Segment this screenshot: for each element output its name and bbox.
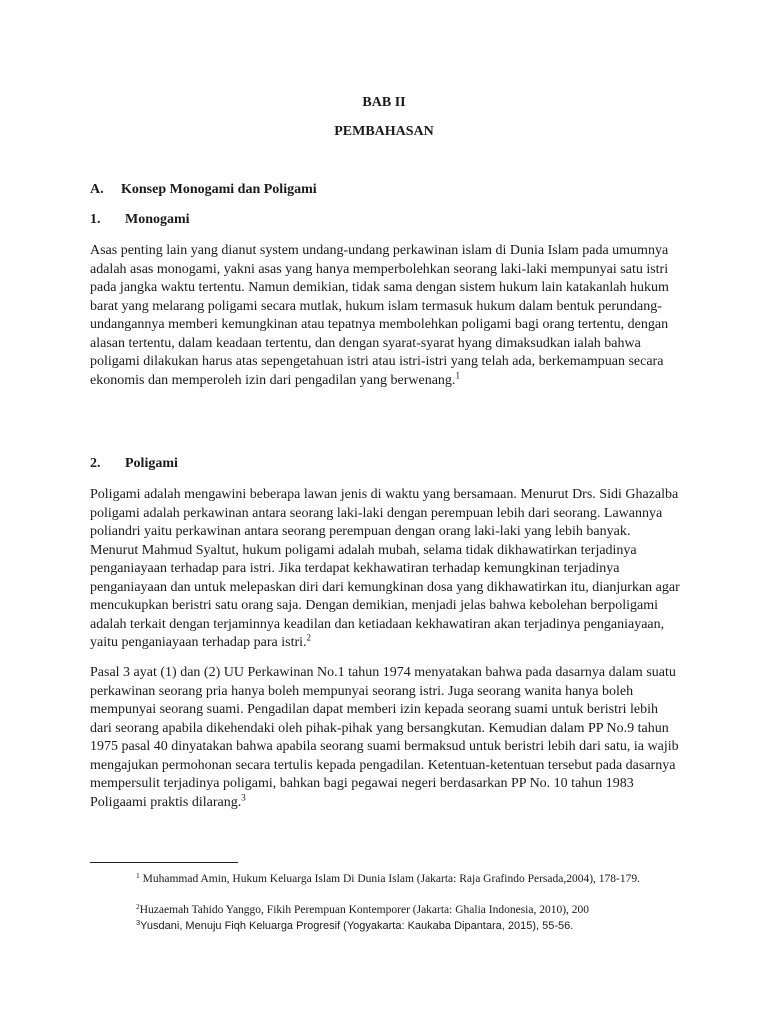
subsection-2-marker: 2. — [90, 456, 101, 471]
chapter-title: PEMBAHASAN — [334, 124, 434, 139]
poligami-text-1: Poligami adalah mengawini beberapa lawan jenis di waktu yang bersamaan. Menurut Drs. Sidi Ghazalba poligami adalah perkawinan antara seorang laki-laki dengan perempuan lebih dari seorang. Lawannya poliandri yaitu perkawinan antara seorang perempuan dengan orang laki-laki yang lebih banyak. Menurut Mahmud Syaltut, hukum poligami adalah mubah, selama tidak dikhawatirkan terjadinya penganiayaan terhadap para istri. Jika terdapat kekhawatiran terhadap kemungkinan terjadinya penganiayaan dan untuk melepaskan diri dari kemungkinan dosa yang dikhawatirkan itu, dianjurkan agar mencukupkan beristri satu orang saja. Dengan demikian, menjadi jelas bahwa kebolehan berpoligami adalah terkait dengan terjaminnya keadilan dan ketiadaan kekhawatiran akan terjadinya penganiayaan, yaitu penganiayaan terhadap para istri. — [90, 487, 680, 650]
monogami-text: Asas penting lain yang dianut system undang-undang perkawinan islam di Dunia Islam pada umumnya adalah asas monogami, yakni asas yang hanya memperbolehkan seorang laki-laki mempunyai satu istri pada jangka waktu tertentu. Namun demikian, tidak sama dengan sistem hukum lain katakanlah hukum barat yang melarang poligami secara mutlak, hukum islam termasuk hukum dalam bentuk perundang-undangannya memberi kemungkinan atau tepatnya membolehkan poligami bagi orang tertentu, dengan alasan tertentu, dalam keadaan tertentu, dan dengan syarat-syarat hyang dimaksudkan ialah bahwa poligami dilakukan harus atas sepengetahuan istri atau istri-istri yang telah ada, berkemampuan secara ekonomis dan memperoleh izin dari pengadilan yang berwenang. — [90, 243, 669, 388]
footnote-2-text: Huzaemah Tahido Yanggo, Fikih Perempuan Kontemporer (Jakarta: Ghalia Indonesia, 2010), 200 — [139, 904, 590, 916]
poligami-paragraph-2 — [90, 664, 680, 812]
footnote-1-number: 1 — [136, 871, 140, 880]
section-a-title: Konsep Monogami dan Poligami — [121, 182, 317, 197]
footnote-ref-3: 3 — [241, 791, 246, 802]
poligami-text-2: Pasal 3 ayat (1) dan (2) UU Perkawinan No.1 tahun 1974 menyatakan bahwa pada dasarnya dalam suatu perkawinan seorang pria hanya boleh mempunyai seorang istri. Juga seorang wanita hanya boleh mempunyai seorang suami. Pengadilan dapat memberi izin kepada seorang suami untuk beristri lebih dari seorang apabila dikehendaki oleh pihak-pihak yang bersangkutan. Kemudian dalam PP No.9 tahun 1975 pasal 40 dinyatakan bahwa apabila seorang suami bermaksud untuk beristri lebih dari satu, ia wajib mengajukan permohonan secara tertulis kepada pengadilan. Ketentuan-ketentuan tersebut pada dasarnya mempersulit terjadinya poligami, bahkan bagi pegawai negeri berdasarkan PP No. 10 tahun 1983 Poligaami praktis dilarang. — [90, 665, 679, 810]
footnote-ref-1: 1 — [455, 369, 460, 380]
footnote-ref-2: 2 — [306, 632, 312, 643]
subsection-1-title: Monogami — [125, 212, 190, 227]
monogami-paragraph — [90, 242, 680, 390]
section-a-marker: A. — [90, 182, 104, 197]
footnote-3 — [90, 915, 680, 934]
subsection-1-marker: 1. — [90, 212, 101, 227]
subsection-2-title: Poligami — [125, 456, 178, 471]
footnote-3-number: 3 — [136, 918, 141, 927]
footnote-separator — [90, 862, 238, 863]
footnote-1 — [90, 868, 680, 887]
chapter-heading: BAB II — [362, 95, 406, 110]
footnote-3-text: Yusdani, Menuju Fiqh Keluarga Progresif (Yogyakarta: Kaukaba Dipantara, 2015), 55-56. — [140, 920, 574, 932]
footnote-1-text: Muhammad Amin, Hukum Keluarga Islam Di Dunia Islam (Jakarta: Raja Grafindo Persada,2004), 178-179. — [142, 873, 640, 885]
footnote-2-number: 2 — [136, 902, 140, 911]
poligami-paragraph-1 — [90, 486, 680, 653]
